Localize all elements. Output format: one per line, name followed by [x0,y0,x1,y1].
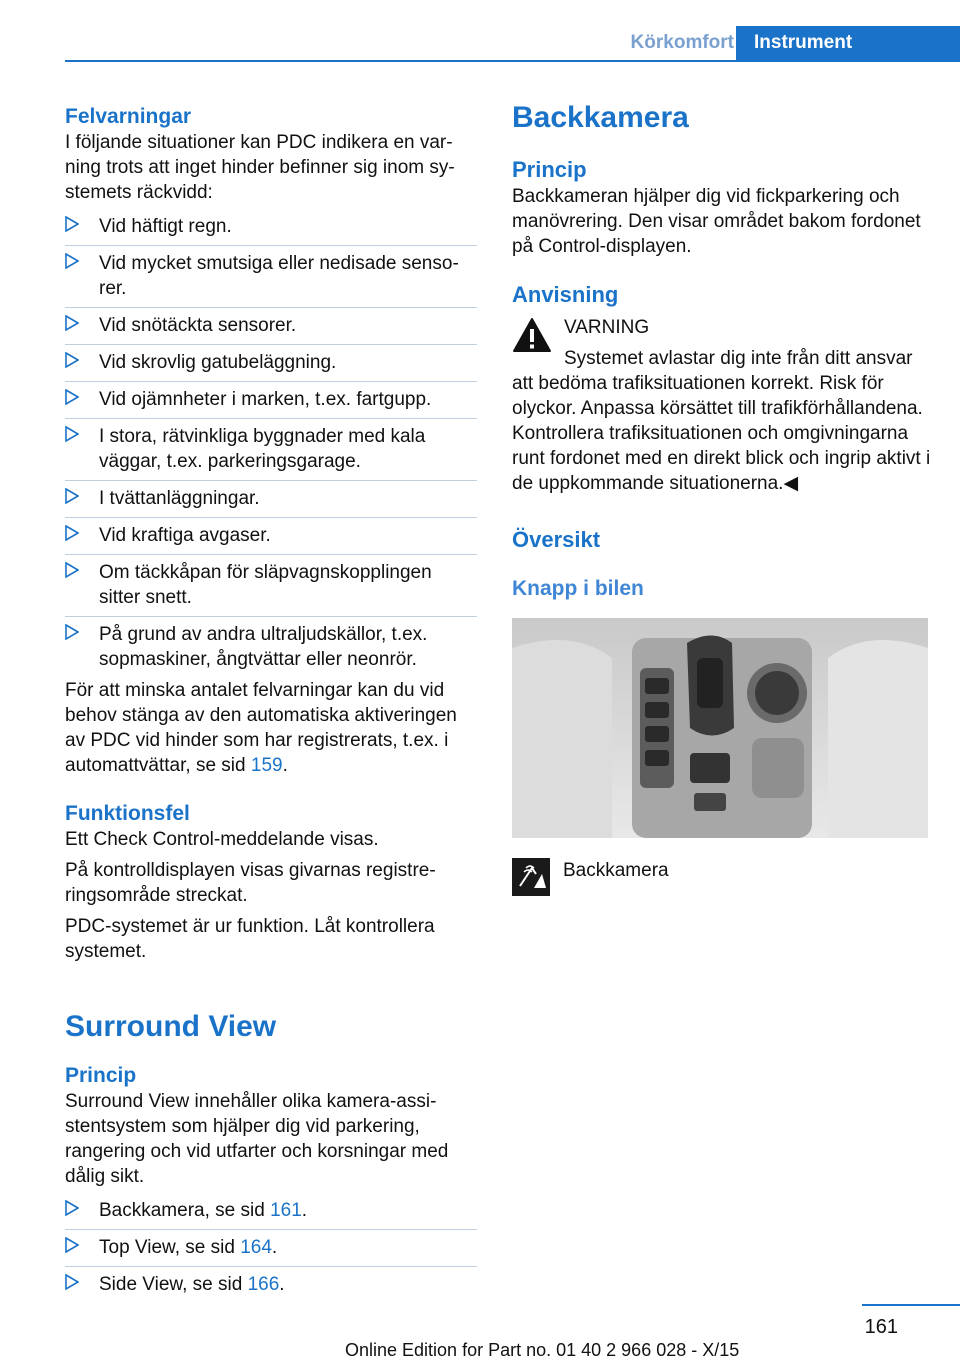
surround-text: Surround View innehåller olika kamera-assistentsystem som hjälper dig vid parkering, rangering och vid utfarter och korsningar med dålig sikt. [65,1091,449,1187]
warning-triangle-icon [512,317,552,353]
heading-princip-backkamera: Princip [512,157,587,182]
list-item-text: Vid mycket smutsiga eller nedisade sensorer. [99,253,459,299]
list-item-end: . [279,1274,285,1295]
surround-list [65,1193,477,1303]
warning-block [512,315,932,496]
list-item-text: Vid ojämnheter i marken, t.ex. fartgupp. [99,389,432,410]
header-rule [65,60,960,62]
list-item [65,1267,477,1303]
heading-funktionsfel: Funktionsfel [65,802,190,825]
list-item [65,518,477,555]
list-item-text: Om täckkåpan för släpvagnskopplingen sitter snett. [99,562,432,608]
heading-backkamera: Backkamera [512,101,689,134]
list-item-text: Vid snötäckta sensorer. [99,315,297,336]
footer-rule [862,1304,960,1306]
heading-anvisning: Anvisning [512,282,619,307]
warning-text: att bedöma trafiksituationen korrekt. Risk för olyckor. Anpassa körsättet till trafikförhållandena. Kontrollera trafiksituationen och omgivningarna runt fordonet med en direkt blick och ingrip aktivt i de uppkommande situationerna.◀ [512,373,931,494]
list-item-text: Backkamera, se sid [99,1200,271,1221]
edition-text: Online Edition for Part no. 01 40 2 966 028 - X/15 [345,1340,740,1360]
list-item-text: Top View, se sid [99,1237,241,1258]
heading-felvarningar: Felvarningar [65,105,192,128]
after-end: . [282,755,288,776]
center-console-image [512,618,928,838]
triangle-bullet-icon [65,216,79,232]
list-item [65,555,477,617]
page-link-161[interactable]: 161 [270,1200,302,1221]
page-link-166[interactable]: 166 [247,1274,280,1295]
triangle-bullet-icon [65,624,79,640]
list-item-text: På grund av andra ultraljudskällor, t.ex. sopmaskiner, ångtvättar eller neonrör. [99,624,428,670]
list-item-text: I stora, rätvinkliga byggnader med kala väggar, t.ex. parkeringsgarage. [99,426,426,472]
list-item-text: Vid kraftiga avgaser. [99,525,271,546]
heading-knapp-i-bilen: Knapp i bilen [512,577,644,600]
list-item [65,209,477,246]
list-item [65,308,477,345]
princip-text: Backkameran hjälper dig vid fickparkering och manövrering. Den visar området bakom fordonet på Control-displayen. [512,186,921,257]
triangle-bullet-icon [65,1237,79,1253]
list-item-text: Vid häftigt regn. [99,216,232,237]
triangle-bullet-icon [65,1200,79,1216]
tab-instrument[interactable]: Instrument [736,26,960,62]
triangle-bullet-icon [65,1274,79,1290]
list-item-text: Vid skrovlig gatubeläggning. [99,352,337,373]
triangle-bullet-icon [65,315,79,331]
list-item [65,246,477,308]
page-link-159[interactable]: 159 [250,755,283,776]
list-item-end: . [271,1237,278,1258]
triangle-bullet-icon [65,562,79,578]
page-link-164[interactable]: 164 [240,1237,272,1258]
heading-oversikt: Översikt [512,527,601,552]
triangle-bullet-icon [65,426,79,442]
triangle-bullet-icon [65,389,79,405]
funktionsfel-p3: PDC-systemet är ur funktion. Låt kontrollera systemet. [65,916,435,962]
triangle-bullet-icon [65,352,79,368]
after-text: För att minska antalet felvarningar kan du vid behov stänga av den automatiska aktiveringen av PDC vid hinder som har registrerats, t.ex. i automattvättar, se sid [65,680,457,776]
warning-heading: VARNING [564,317,650,338]
rear-camera-icon[interactable] [512,858,550,896]
list-item [65,345,477,382]
heading-surround-view: Surround View [65,1010,277,1043]
funktionsfel-p2: På kontrolldisplayen visas givarnas registreringsområde streckat. [65,860,436,906]
triangle-bullet-icon [65,253,79,269]
camera-label: Backkamera [563,860,669,881]
triangle-bullet-icon [65,488,79,504]
warning-first-line: Systemet avlastar dig inte från ditt ansvar [564,348,913,369]
page-number: 161 [864,1316,898,1338]
felvarningar-intro: I följande situationer kan PDC indikera en varning trots att inget hinder befinner sig inom systemets räckvidd: [65,132,455,203]
list-item [65,1193,477,1230]
list-item [65,1230,477,1267]
camera-button-row [512,858,932,900]
list-item [65,481,477,518]
heading-princip-surround: Princip [65,1064,137,1087]
right-column [512,100,932,900]
list-item [65,382,477,419]
felvarningar-after [65,678,477,778]
left-column [65,104,477,1303]
list-item-text: I tvättanläggningar. [99,488,260,509]
list-item-text: Side View, se sid [99,1274,248,1295]
funktionsfel-p1: Ett Check Control-meddelande visas. [65,829,379,850]
tab-korkomfort[interactable]: Körkomfort [630,32,734,53]
felvarningar-list [65,209,477,678]
list-item-end: . [301,1200,308,1221]
list-item [65,419,477,481]
list-item [65,617,477,678]
triangle-bullet-icon [65,525,79,541]
